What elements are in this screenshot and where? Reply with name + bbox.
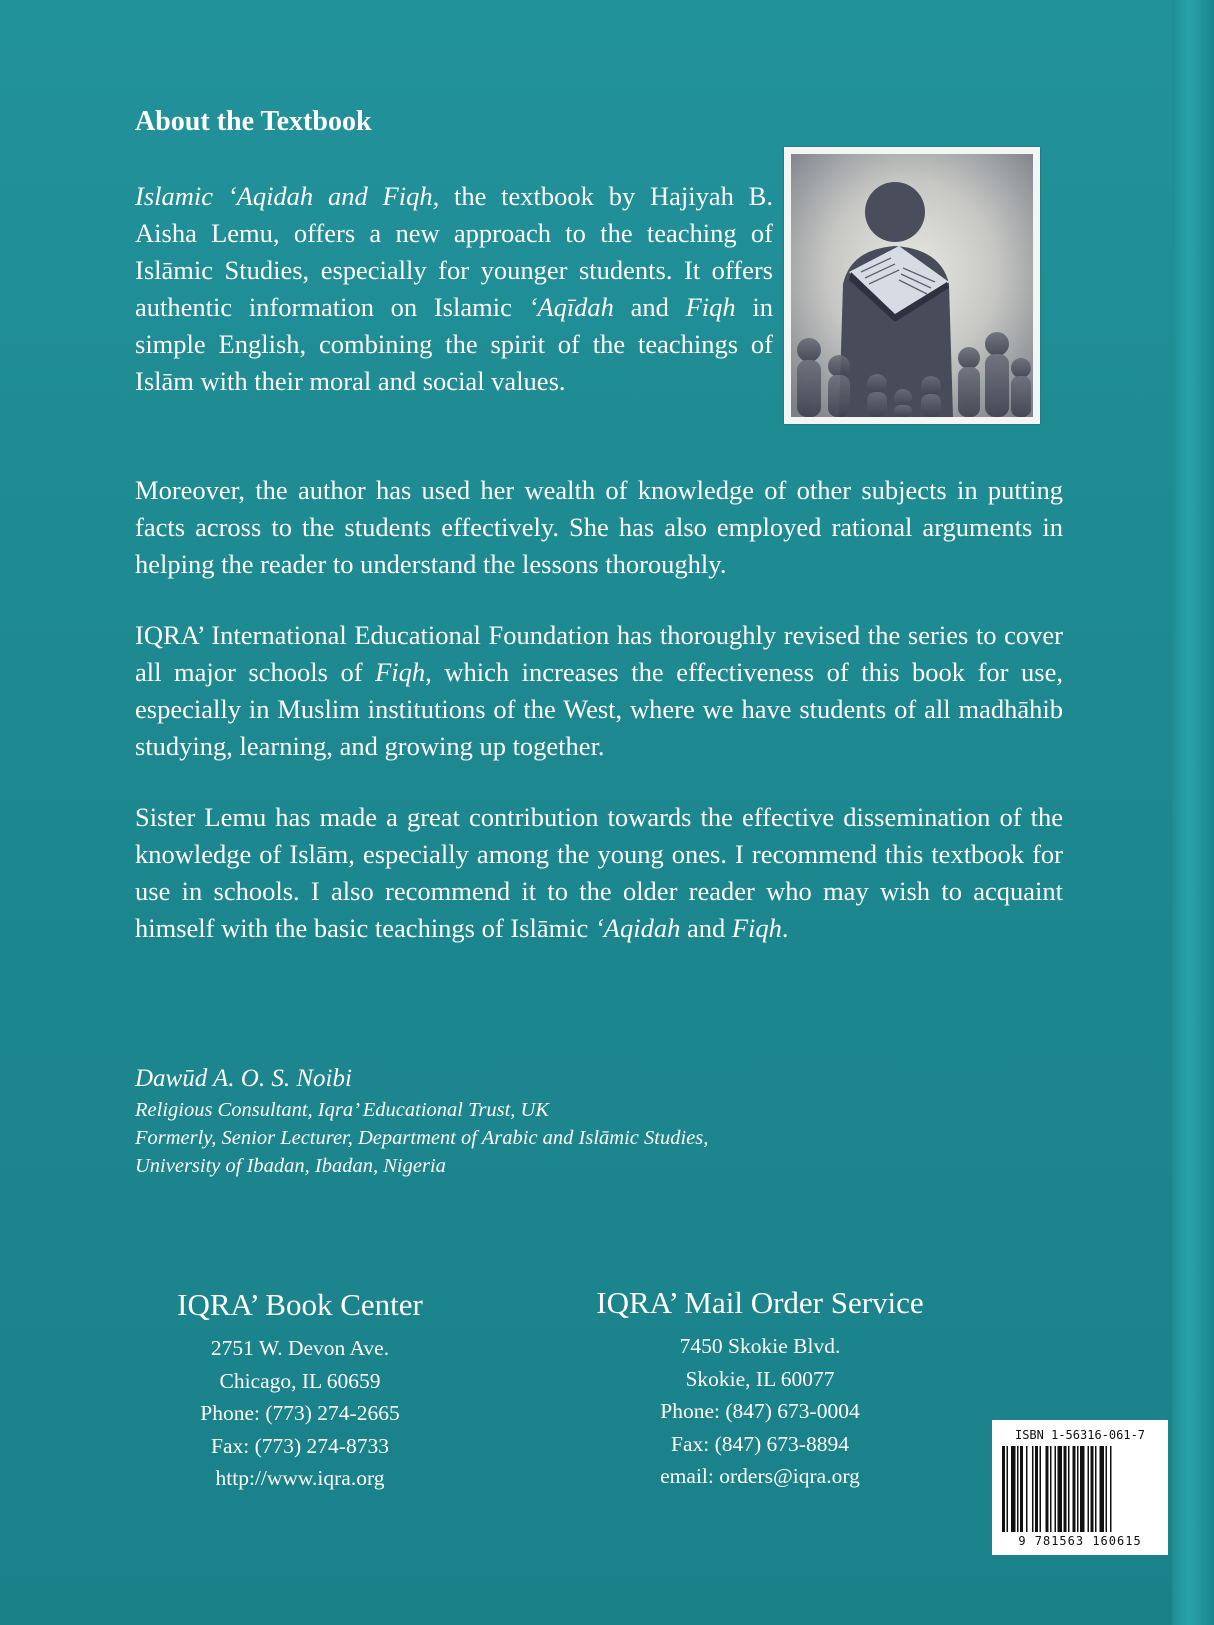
barcode-bar <box>1100 1446 1105 1532</box>
barcode-bar <box>1095 1446 1097 1532</box>
fax-line: Fax: (847) 673-8894 <box>671 1431 849 1456</box>
barcode-bar <box>1046 1446 1049 1532</box>
address-line: Skokie, IL 60077 <box>685 1366 835 1391</box>
barcode-bar <box>1017 1446 1019 1532</box>
address-line: 2751 W. Devon Ave. <box>210 1336 390 1360</box>
paragraph-author-approach: Moreover, the author has used her wealth of knowledge of other subjects in putting facts across to the students effectively. She has also employed rational arguments in helping the reader to understand the lessons thoroughly. <box>135 475 1063 579</box>
signature-former-position: Formerly, Senior Lecturer, Department of Arabic and Islāmic Studies, <box>135 1127 709 1149</box>
book-center-title: IQRA’ Book Center <box>177 1287 423 1322</box>
barcode-bar <box>1064 1446 1067 1532</box>
reader-with-book-image <box>791 154 1033 417</box>
mail-order-address <box>560 1282 960 1493</box>
barcode-bar <box>1011 1446 1016 1532</box>
text-run: . <box>781 913 789 943</box>
barcode-label <box>992 1420 1168 1555</box>
text-run: and <box>680 913 732 943</box>
phone-line: Phone: (773) 274-2665 <box>200 1401 400 1425</box>
barcode-bar <box>1035 1446 1038 1532</box>
text-run: IQRA’ International Educational Foundation has thoroughly revised the series to cover all major schools of <box>135 620 1063 687</box>
barcode-bar <box>1040 1446 1042 1532</box>
barcode-bar <box>1106 1446 1108 1532</box>
isbn-number: ISBN 1-56316-061-7 <box>1014 1428 1146 1442</box>
barcode-bar <box>1055 1446 1057 1532</box>
barcode-bar <box>1091 1446 1094 1532</box>
barcode-bar <box>1002 1446 1005 1532</box>
term-italic: Fiqh <box>375 657 426 687</box>
address-line: 7450 Skokie Blvd. <box>679 1334 841 1358</box>
cover-illustration <box>784 147 1040 424</box>
term-italic: ‘Aqidah <box>594 913 681 943</box>
term-italic: Fiqh <box>731 913 782 943</box>
paragraph-recommendation <box>135 799 1063 947</box>
barcode-bar <box>1088 1446 1090 1532</box>
fax-line: Fax: (773) 274-8733 <box>211 1433 389 1458</box>
signature-block <box>135 1062 708 1180</box>
signature-name: Dawūd A. O. S. Noibi <box>135 1065 352 1092</box>
barcode-bar <box>1058 1446 1063 1532</box>
book-title-italic: Islamic ‘Aqidah and Fiqh, <box>135 181 440 211</box>
term-italic: Fiqh <box>685 292 736 322</box>
email-line: email: orders@iqra.org <box>660 1464 860 1488</box>
barcode-bar <box>1050 1446 1052 1532</box>
barcode-icon <box>1000 1446 1160 1532</box>
phone-line: Phone: (847) 673-0004 <box>660 1399 860 1423</box>
barcode-bar <box>1077 1446 1079 1532</box>
text-run: , which increases the effectiveness of this book for use, especially in Muslim institutions of the West, where we have students of all madhāhib studying, learning, and growing up together. <box>135 657 1063 761</box>
ean-number: 9 781563 160615 <box>1018 1534 1142 1548</box>
barcode-bar <box>1073 1446 1076 1532</box>
signature-title: Religious Consultant, Iqra’ Educational Trust, UK <box>135 1099 550 1121</box>
barcode-bar <box>1080 1446 1085 1532</box>
paragraph-intro <box>135 178 773 400</box>
book-center-address <box>140 1284 460 1495</box>
website-line: http://www.iqra.org <box>215 1466 385 1490</box>
barcode-bar <box>1026 1446 1028 1532</box>
signature-university: University of Ibadan, Ibadan, Nigeria <box>135 1155 446 1177</box>
text-run: the textbook by Hajiyah B. Aisha Lemu, offers a new approach to the teaching of Islāmic Studies, especially for younger students. It offers authentic information on Islamic <box>135 181 773 322</box>
text-run: Sister Lemu has made a great contribution towards the effective dissemination of the knowledge of Islām, especially among the young ones. I recommend this textbook for use in schools. I also recommend it to the older reader who may wish to acquaint himself with the basic teachings of Islāmic <box>135 802 1063 943</box>
text-run: and <box>613 292 686 322</box>
barcode-bar <box>1007 1446 1009 1532</box>
mail-order-title: IQRA’ Mail Order Service <box>596 1285 924 1320</box>
address-line: Chicago, IL 60659 <box>219 1368 381 1393</box>
barcode-bar <box>1020 1446 1023 1532</box>
barcode-bar <box>1032 1446 1034 1532</box>
barcode-bar <box>1110 1446 1112 1532</box>
barcode-bar <box>1068 1446 1070 1532</box>
text-run: in simple English, combining the spirit of the teachings of Islām with their moral and social values. <box>135 292 774 396</box>
cover-edge <box>1172 0 1214 1625</box>
section-heading: About the Textbook <box>135 106 372 137</box>
term-italic: ‘Aqīdah <box>528 292 614 322</box>
paragraph-revision <box>135 617 1063 765</box>
